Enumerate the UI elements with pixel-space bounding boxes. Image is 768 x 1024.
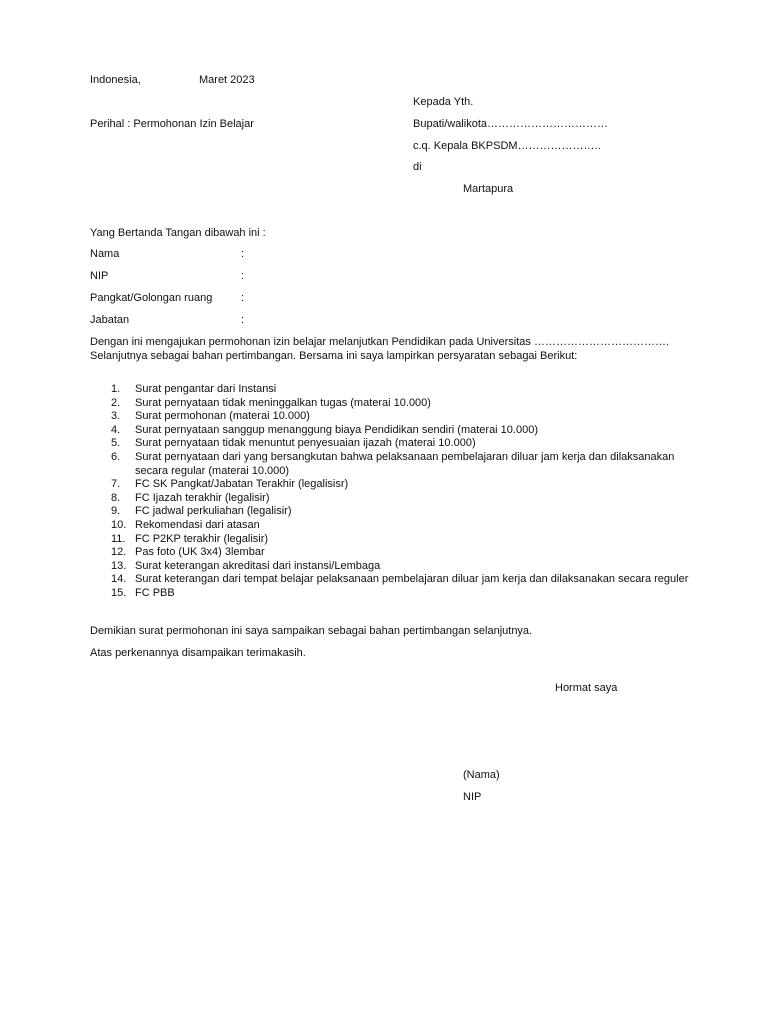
field-label-nip: NIP	[90, 270, 109, 282]
list-item	[90, 410, 690, 424]
recipient-line-5: Martapura	[463, 183, 514, 195]
list-item	[90, 451, 690, 478]
list-item-number: 9.	[111, 505, 121, 518]
list-item-text: Surat permohonan (materai 10.000)	[135, 410, 310, 423]
list-item	[90, 424, 690, 438]
requirements-list	[90, 383, 690, 601]
list-item-number: 10.	[111, 518, 127, 531]
field-colon-nama: :	[241, 248, 245, 260]
recipient-line-2: Bupati/walikota……………………………	[413, 118, 608, 130]
field-label-nama: Nama	[90, 248, 120, 260]
list-item-text: FC SK Pangkat/Jabatan Terakhir (legalisisr)	[135, 478, 349, 491]
recipient-line-1: Kepada Yth.	[413, 96, 474, 108]
list-item	[90, 546, 690, 560]
list-item-text: Surat keterangan dari tempat belajar pelaksanaan pembelajaran diluar jam kerja dan dilaksanakan secara reguler	[135, 573, 689, 586]
list-item-number: 2.	[111, 396, 121, 409]
signature-regards: Hormat saya	[555, 682, 618, 694]
field-label-pangkat: Pangkat/Golongan ruang	[90, 292, 213, 304]
list-item-text: Pas foto (UK 3x4) 3lembar	[135, 546, 265, 559]
list-item	[90, 505, 690, 519]
list-item-number: 7.	[111, 478, 121, 491]
list-item-text: Surat keterangan akreditasi dari instansi/Lembaga	[135, 559, 381, 572]
list-item	[90, 397, 690, 411]
list-item	[90, 437, 690, 451]
list-item-number: 3.	[111, 410, 121, 423]
list-item-text: Surat pengantar dari Instansi	[135, 383, 277, 395]
field-colon-nip: :	[241, 270, 245, 282]
closing-paragraph-2: Atas perkenannya disampaikan terimakasih.	[90, 647, 306, 659]
list-item-text: Surat pernyataan sanggup menanggung biaya Pendidikan sendiri (materai 10.000)	[135, 423, 538, 436]
list-item	[90, 573, 690, 587]
list-item-text: FC jadwal perkuliahan (legalisir)	[135, 505, 292, 518]
list-item-number: 15.	[111, 586, 127, 599]
list-item-text: FC P2KP terakhir (legalisir)	[135, 532, 269, 545]
letter-subject: Perihal : Permohonan Izin Belajar	[90, 118, 254, 130]
letter-place: Indonesia,	[90, 74, 141, 86]
field-label-jabatan: Jabatan	[90, 314, 130, 326]
letter-date: Maret 2023	[199, 74, 255, 86]
list-item-number: 4.	[111, 423, 121, 436]
list-item-number: 1.	[111, 383, 121, 395]
list-item	[90, 383, 690, 397]
list-item-number: 8.	[111, 491, 121, 504]
list-item	[90, 519, 690, 533]
list-item-text: Surat pernyataan tidak meninggalkan tugas (materai 10.000)	[135, 396, 431, 409]
list-item-text: FC PBB	[135, 586, 175, 599]
list-item	[90, 533, 690, 547]
recipient-line-4: di	[413, 161, 422, 173]
list-item	[90, 587, 690, 601]
list-item-number: 12.	[111, 546, 127, 559]
list-item-text: Rekomendasi dari atasan	[135, 518, 260, 531]
signature-name: (Nama)	[463, 769, 500, 781]
list-item-number: 14.	[111, 573, 127, 586]
list-item	[90, 560, 690, 574]
list-item	[90, 492, 690, 506]
intro-text: Yang Bertanda Tangan dibawah ini :	[90, 227, 266, 239]
recipient-line-3: c.q. Kepala BKPSDM…………………..	[413, 140, 601, 152]
field-colon-pangkat: :	[241, 292, 245, 304]
list-item-number: 11.	[111, 532, 126, 545]
closing-paragraph-1: Demikian surat permohonan ini saya sampaikan sebagai bahan pertimbangan selanjutnya.	[90, 625, 533, 637]
list-item-number: 5.	[111, 437, 121, 450]
list-item-text: Surat pernyataan tidak menuntut penyesuaian ijazah (materai 10.000)	[135, 437, 476, 450]
list-item-number: 6.	[111, 450, 121, 463]
list-item	[90, 478, 690, 492]
list-item-text: Surat pernyataan dari yang bersangkutan bahwa pelaksanaan pembelajaran diluar jam kerja dan dilaksanakan secara regular (materai 10.000)	[135, 450, 675, 477]
body-paragraph: Dengan ini mengajukan permohonan izin belajar melanjutkan Pendidikan pada Universitas ………………………………. Selanjutnya sebagai bahan pertimbangan. Bersama ini saya lampirkan persyaratan sebagai Berikut:	[90, 336, 669, 362]
list-item-number: 13.	[111, 559, 127, 572]
field-colon-jabatan: :	[241, 314, 245, 326]
list-item-text: FC Ijazah terakhir (legalisir)	[135, 491, 270, 504]
signature-nip: NIP	[463, 791, 482, 803]
